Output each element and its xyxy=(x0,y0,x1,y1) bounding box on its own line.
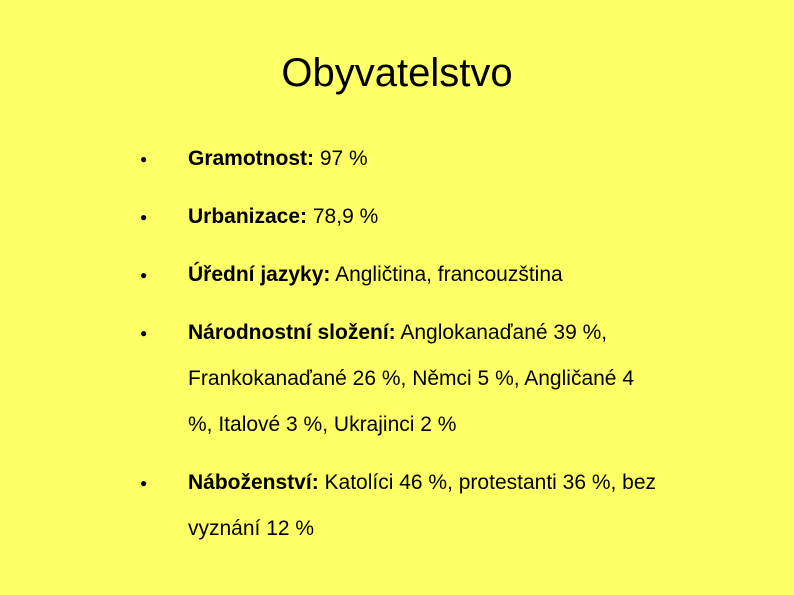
item-label: Národnostní složení: xyxy=(188,321,396,344)
item-label: Urbanizace: xyxy=(188,205,308,228)
item-label: Úřední jazyky: xyxy=(188,263,331,286)
item-label: Gramotnost: xyxy=(188,147,314,170)
item-value: Anglokanaďané 39 %, Frankokanaďané 26 %, Němci 5 %, Angličané 4 %, Italové 3 %, Ukrajinci 2 % xyxy=(188,321,634,436)
item-value: 78,9 % xyxy=(307,205,379,228)
bullet-item-nabozenstvi xyxy=(140,460,660,552)
bullet-item-gramotnost xyxy=(140,136,660,182)
item-value: 97 % xyxy=(314,147,368,170)
bullet-item-urbanizace xyxy=(140,194,660,240)
bullet-icon: ● xyxy=(140,268,148,282)
bullet-icon: ● xyxy=(140,476,148,490)
slide-title: Obyvatelstvo xyxy=(281,51,513,95)
bullet-icon: ● xyxy=(140,326,148,340)
bullet-item-narodnostni-slozeni xyxy=(140,310,660,448)
bullet-icon: ● xyxy=(140,210,148,224)
item-label: Náboženství: xyxy=(188,471,319,494)
bullet-item-jazyky xyxy=(140,252,660,298)
bullet-list xyxy=(140,136,660,564)
item-value: Katolíci 46 %, protestanti 36 %, bez vyznání 12 % xyxy=(188,471,657,540)
item-value: Angličtina, francouzština xyxy=(330,263,563,286)
bullet-icon: ● xyxy=(140,152,148,166)
